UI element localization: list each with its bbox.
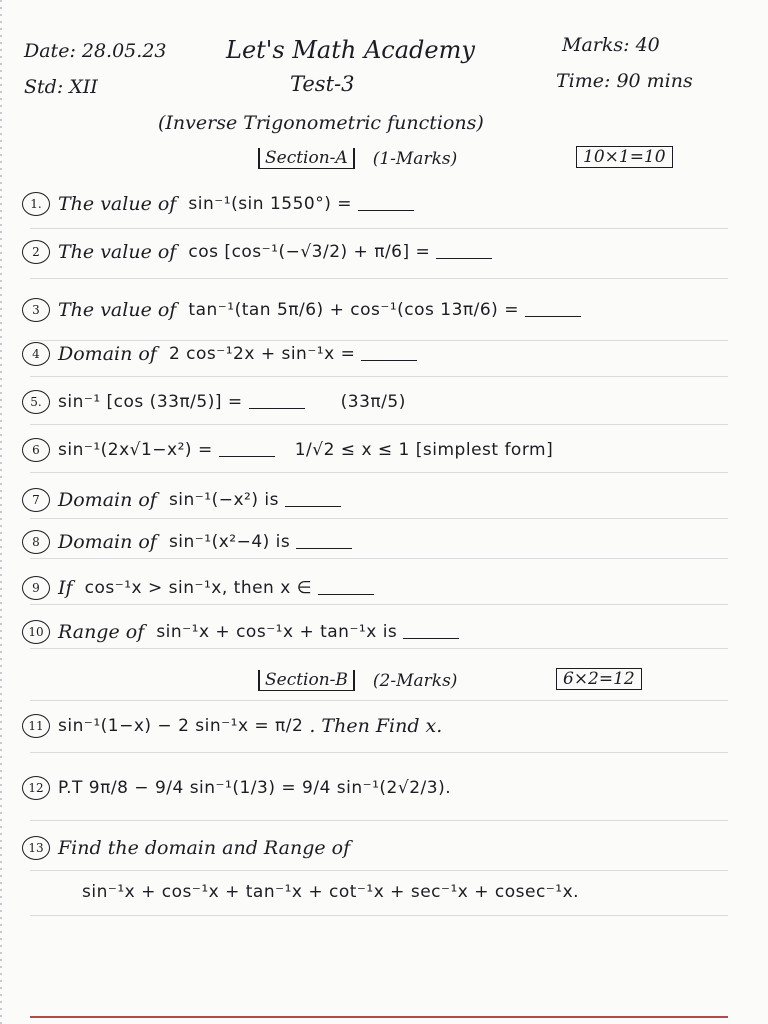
question-10 (22, 620, 459, 644)
question-expression: sin⁻¹(sin 1550°) = (188, 194, 352, 214)
answer-blank (358, 198, 414, 211)
question-number: 9 (22, 576, 50, 600)
answer-blank (436, 246, 492, 259)
ruled-line (30, 870, 728, 871)
ruled-line (30, 424, 728, 425)
question-number: 8 (22, 530, 50, 554)
question-6 (22, 438, 553, 462)
ruled-line (30, 604, 728, 605)
question-text: Domain of (58, 531, 157, 553)
question-side-note: (33π/5) (340, 392, 406, 412)
section-b-header (258, 670, 457, 691)
ruled-line (30, 915, 728, 916)
question-number: 1. (22, 192, 50, 216)
question-11 (22, 714, 442, 738)
question-number: 4 (22, 342, 50, 366)
ruled-line (30, 228, 728, 229)
section-a-name: Section-A (258, 148, 355, 169)
total-marks: Marks: 40 (562, 34, 660, 56)
question-number: 11 (22, 714, 50, 738)
question-number: 6 (22, 438, 50, 462)
standard-label: Std: XII (24, 76, 98, 98)
ruled-line (30, 278, 728, 279)
answer-blank (249, 396, 305, 409)
question-number: 13 (22, 836, 50, 860)
question-text: Domain of (58, 489, 157, 511)
time-allowed: Time: 90 mins (556, 70, 693, 92)
question-text: If (58, 577, 73, 599)
topic-title: (Inverse Trigonometric functions) (158, 112, 484, 134)
question-expression: sin⁻¹(2x√1−x²) = (58, 440, 213, 460)
question-7 (22, 488, 341, 512)
ruled-line (30, 820, 728, 821)
question-side-note: 1/√2 ≤ x ≤ 1 [simplest form] (294, 440, 554, 460)
question-1 (22, 192, 414, 216)
question-number: 7 (22, 488, 50, 512)
question-expression: sin⁻¹(1−x) − 2 sin⁻¹x = π/2 (58, 716, 304, 736)
question-number: 5. (22, 390, 50, 414)
question-8 (22, 530, 352, 554)
answer-blank (296, 536, 352, 549)
answer-blank (285, 494, 341, 507)
ruled-line (30, 340, 728, 341)
question-text: Find the domain and Range of (58, 837, 351, 859)
test-date: Date: 28.05.23 (24, 40, 167, 62)
answer-blank (219, 444, 275, 457)
ruled-line (30, 700, 728, 701)
section-a-eval: 10×1=10 (576, 146, 673, 168)
ruled-line (30, 518, 728, 519)
question-number: 12 (22, 776, 50, 800)
answer-blank (361, 348, 417, 361)
ruled-line (30, 472, 728, 473)
academy-name: Let's Math Academy (226, 36, 475, 64)
answer-blank (525, 304, 581, 317)
question-expression: P.T 9π/8 − 9/4 sin⁻¹(1/3) = 9/4 sin⁻¹(2√2/3). (58, 778, 452, 798)
question-text: Domain of (58, 343, 157, 365)
perforated-margin (0, 0, 2, 1024)
ruled-line (30, 376, 728, 377)
question-2 (22, 240, 492, 264)
section-a-marks: (1-Marks) (372, 148, 458, 169)
question-expression: tan⁻¹(tan 5π/6) + cos⁻¹(cos 13π/6) = (188, 300, 519, 320)
question-3 (22, 298, 581, 322)
question-5 (22, 390, 406, 414)
question-4 (22, 342, 417, 366)
question-number: 3 (22, 298, 50, 322)
section-a-header (258, 148, 457, 169)
question-expression: sin⁻¹ [cos (33π/5)] = (58, 392, 243, 412)
answer-blank (318, 582, 374, 595)
question-12 (22, 776, 451, 800)
question-expression: cos⁻¹x > sin⁻¹x, then x ∈ (84, 578, 313, 598)
question-expression: sin⁻¹(−x²) is (168, 490, 279, 510)
question-expression: sin⁻¹(x²−4) is (168, 532, 291, 552)
question-text: The value of (58, 241, 177, 263)
section-b-eval: 6×2=12 (556, 668, 642, 690)
bottom-margin-line (30, 1016, 728, 1018)
question-13 (22, 836, 350, 860)
ruled-line (30, 558, 728, 559)
question-text: . Then Find x. (309, 715, 443, 737)
question-text: The value of (58, 299, 177, 321)
ruled-line (30, 648, 728, 649)
question-13-expression: sin⁻¹x + cos⁻¹x + tan⁻¹x + cot⁻¹x + sec⁻¹x + cosec⁻¹x. (82, 882, 580, 902)
section-b-marks: (2-Marks) (372, 670, 458, 691)
answer-blank (403, 626, 459, 639)
test-title: Test-3 (290, 72, 355, 96)
question-text: Range of (58, 621, 145, 643)
question-expression: 2 cos⁻¹2x + sin⁻¹x = (168, 344, 356, 364)
question-expression: sin⁻¹x + cos⁻¹x + tan⁻¹x is (156, 622, 398, 642)
question-number: 2 (22, 240, 50, 264)
section-b-name: Section-B (258, 670, 355, 691)
question-text: The value of (58, 193, 177, 215)
question-9 (22, 576, 374, 600)
ruled-line (30, 752, 728, 753)
question-number: 10 (22, 620, 50, 644)
question-expression: cos [cos⁻¹(−√3/2) + π/6] = (188, 242, 431, 262)
